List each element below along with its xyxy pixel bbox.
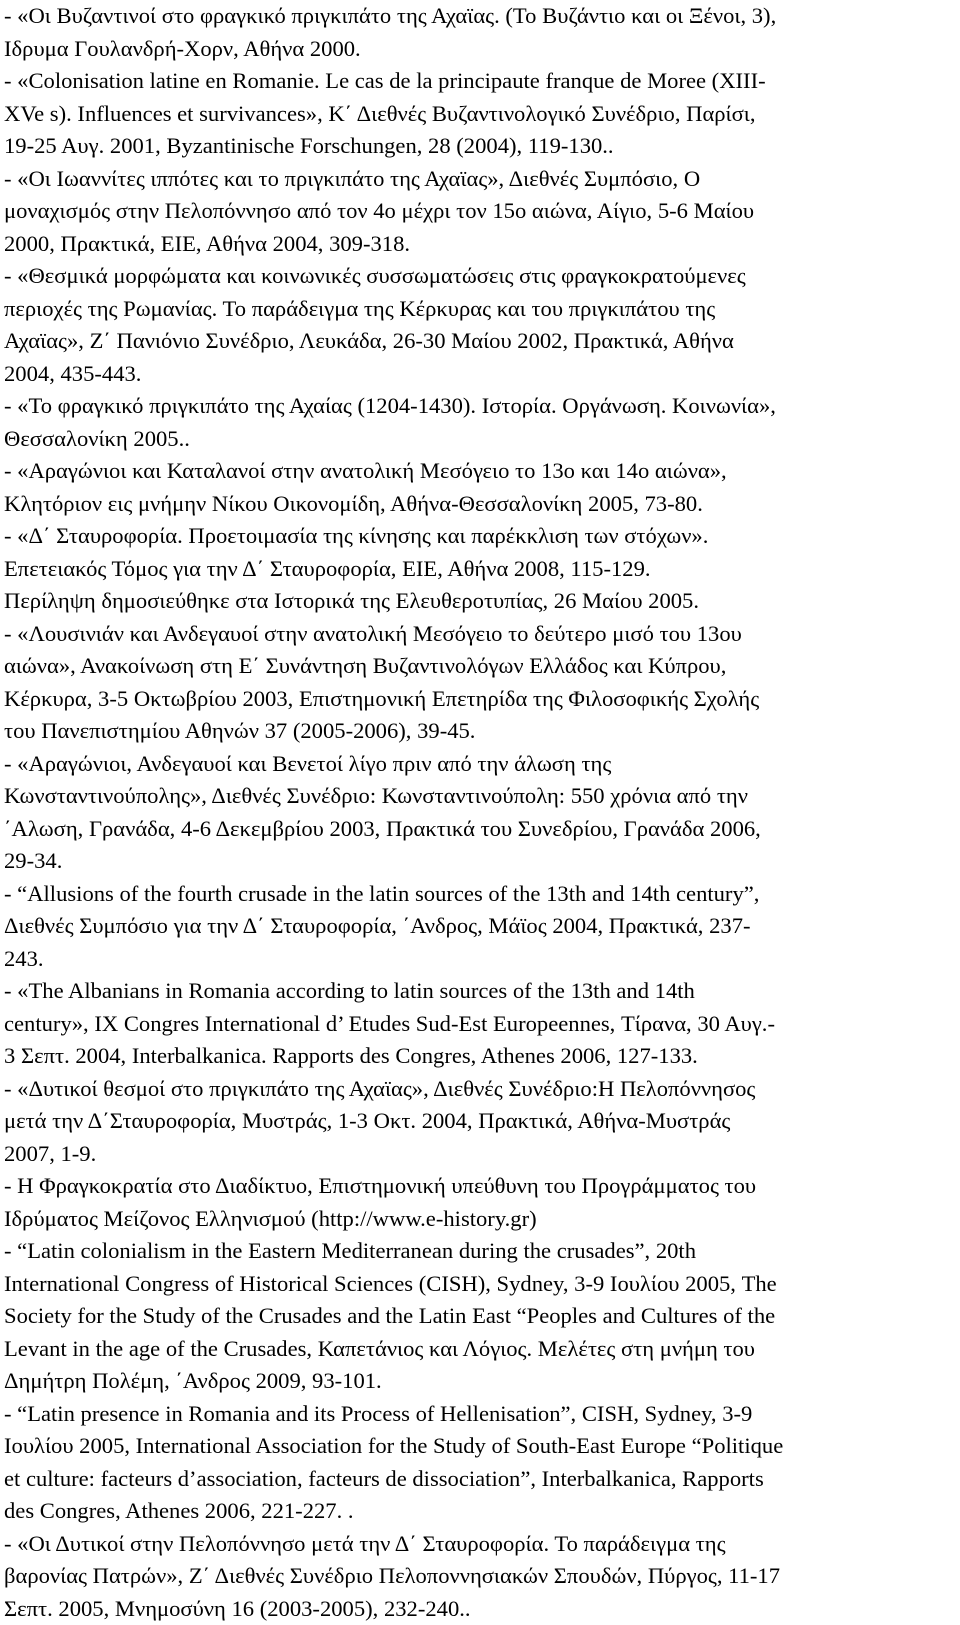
text-line: μοναχισμός στην Πελοπόννησο από τον 4ο μέχρι τον 15ο αιώνα, Αίγιο, 5-6 Μαίου [4,195,954,228]
text-line: Ιδρύματος Μείζονος Ελληνισμού (http://www.e-history.gr) [4,1203,954,1236]
bibliography-text [4,0,954,1625]
text-line: 29-34. [4,845,954,878]
text-line: - Η Φραγκοκρατία στο Διαδίκτυο, Επιστημονική υπεύθυνη του Προγράμματος του [4,1170,954,1203]
text-line: 2004, 435-443. [4,358,954,391]
text-line: Ιδρυμα Γουλανδρή-Χορν, Αθήνα 2000. [4,33,954,66]
text-line: βαρονίας Πατρών», Ζ΄ Διεθνές Συνέδριο Πελοποννησιακών Σπουδών, Πύργος, 11-17 [4,1560,954,1593]
text-line: - «Οι Δυτικοί στην Πελοπόννησο μετά την Δ΄ Σταυροφορία. Το παράδειγμα της [4,1528,954,1561]
text-line: des Congres, Athenes 2006, 221-227. . [4,1495,954,1528]
text-line: century», IX Congres International d’ Etudes Sud-Est Europeennes, Τίρανα, 30 Αυγ.- [4,1008,954,1041]
text-line: Θεσσαλονίκη 2005.. [4,423,954,456]
text-line: - «Αραγώνιοι και Καταλανοί στην ανατολική Μεσόγειο το 13ο και 14ο αιώνα», [4,455,954,488]
text-line: ΄Αλωση, Γρανάδα, 4-6 Δεκεμβρίου 2003, Πρακτικά του Συνεδρίου, Γρανάδα 2006, [4,813,954,846]
text-line: - “Allusions of the fourth crusade in the latin sources of the 13th and 14th century”, [4,878,954,911]
text-line: - «Θεσμικά μορφώματα και κοινωνικές συσσωματώσεις στις φραγκοκρατούμενες [4,260,954,293]
text-line: Επετειακός Τόμος για την Δ΄ Σταυροφορία, ΕΙΕ, Αθήνα 2008, 115-129. [4,553,954,586]
text-line: - “Latin colonialism in the Eastern Mediterranean during the crusades”, 20th [4,1235,954,1268]
text-line: XVe s). Influences et survivances», Κ΄ Διεθνές Βυζαντινολογικό Συνέδριο, Παρίσι, [4,98,954,131]
text-line: μετά την Δ΄Σταυροφορία, Μυστράς, 1-3 Οκτ. 2004, Πρακτικά, Αθήνα-Μυστράς [4,1105,954,1138]
text-line: Society for the Study of the Crusades and the Latin East “Peoples and Cultures of the [4,1300,954,1333]
text-line: Σεπτ. 2005, Μνημοσύνη 16 (2003-2005), 232-240.. [4,1593,954,1625]
text-line: Κέρκυρα, 3-5 Οκτωβρίου 2003, Επιστημονική Επετηρίδα της Φιλοσοφικής Σχολής [4,683,954,716]
text-line: - «Δυτικοί θεσμοί στο πριγκιπάτο της Αχαϊας», Διεθνές Συνέδριο:Η Πελοπόννησος [4,1073,954,1106]
text-line: Levant in the age of the Crusades, Καπετάνιος και Λόγιος. Μελέτες στη μνήμη του [4,1333,954,1366]
text-line: - «Colonisation latine en Romanie. Le cas de la principaute franque de Moree (XIII- [4,65,954,98]
text-line: 2000, Πρακτικά, ΕΙΕ, Αθήνα 2004, 309-318. [4,228,954,261]
text-line: 19-25 Αυγ. 2001, Byzantinische Forschungen, 28 (2004), 119-130.. [4,130,954,163]
text-line: Αχαϊας», Ζ΄ Πανιόνιο Συνέδριο, Λευκάδα, 26-30 Μαίου 2002, Πρακτικά, Αθήνα [4,325,954,358]
text-line: International Congress of Historical Sciences (CISH), Sydney, 3-9 Ιουλίου 2005, The [4,1268,954,1301]
text-line: - «Λουσινιάν και Ανδεγαυοί στην ανατολική Μεσόγειο το δεύτερο μισό του 13ου [4,618,954,651]
text-line: Ιουλίου 2005, International Association for the Study of South-East Europe “Politique [4,1430,954,1463]
text-line: Διεθνές Συμπόσιο για την Δ΄ Σταυροφορία, ΄Ανδρος, Μάϊος 2004, Πρακτικά, 237- [4,910,954,943]
text-line: Κλητόριον εις μνήμην Νίκου Οικονομίδη, Αθήνα-Θεσσαλονίκη 2005, 73-80. [4,488,954,521]
text-line: et culture: facteurs d’association, facteurs de dissociation”, Interbalkanica, Rapports [4,1463,954,1496]
text-line: - «Το φραγκικό πριγκιπάτο της Αχαίας (1204-1430). Ιστορία. Οργάνωση. Κοινωνία», [4,390,954,423]
text-line: - «Οι Βυζαντινοί στο φραγκικό πριγκιπάτο της Αχαϊας. (Το Βυζάντιο και οι Ξένοι, 3), [4,0,954,33]
text-line: Κωνσταντινούπολης», Διεθνές Συνέδριο: Κωνσταντινούπολη: 550 χρόνια από την [4,780,954,813]
text-line: - «Δ΄ Σταυροφορία. Προετοιμασία της κίνησης και παρέκκλιση των στόχων». [4,520,954,553]
text-line: - “Latin presence in Romania and its Process of Hellenisation”, CISH, Sydney, 3-9 [4,1398,954,1431]
text-line: 243. [4,943,954,976]
text-line: 3 Σεπτ. 2004, Interbalkanica. Rapports des Congres, Athenes 2006, 127-133. [4,1040,954,1073]
text-line: περιοχές της Ρωμανίας. Το παράδειγμα της Κέρκυρας και του πριγκιπάτου της [4,293,954,326]
text-line: αιώνα», Ανακοίνωση στη Ε΄ Συνάντηση Βυζαντινολόγων Ελλάδος και Κύπρου, [4,650,954,683]
text-line: - «Αραγώνιοι, Ανδεγαυοί και Βενετοί λίγο πριν από την άλωση της [4,748,954,781]
text-line: του Πανεπιστημίου Αθηνών 37 (2005-2006), 39-45. [4,715,954,748]
text-line: - «Οι Ιωαννίτες ιππότες και το πριγκιπάτο της Αχαϊας», Διεθνές Συμπόσιο, Ο [4,163,954,196]
text-line: - «The Albanians in Romania according to latin sources of the 13th and 14th [4,975,954,1008]
text-line: Δημήτρη Πολέμη, ΄Ανδρος 2009, 93-101. [4,1365,954,1398]
text-line: Περίληψη δημοσιεύθηκε στα Ιστορικά της Ελευθεροτυπίας, 26 Μαίου 2005. [4,585,954,618]
text-line: 2007, 1-9. [4,1138,954,1171]
